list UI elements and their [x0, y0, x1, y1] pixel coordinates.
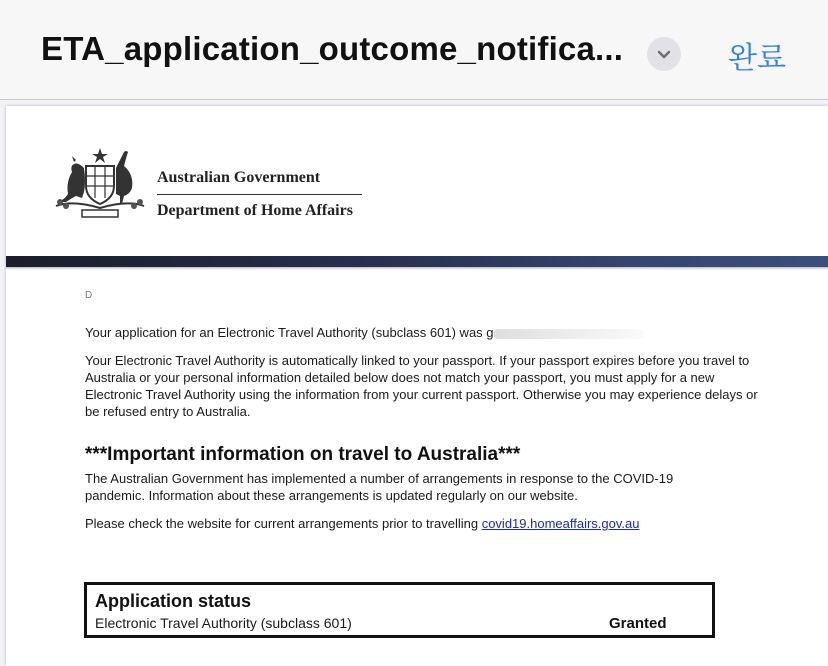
check-website-line [85, 515, 765, 532]
visa-type: Electronic Travel Authority (subclass 601) [95, 615, 352, 631]
pdf-page [6, 106, 828, 666]
document-nav-bar [0, 0, 828, 100]
header-band-shadow [6, 267, 828, 270]
covid-paragraph: The Australian Government has implemented a number of arrangements in response to the COVID-19 pandemic. Information about these arrangements is updated regularly on our website. [85, 471, 674, 503]
title-menu-button[interactable] [647, 37, 681, 71]
government-name: Australian Government [157, 169, 321, 186]
covid-website-link[interactable]: covid19.homeaffairs.gov.au [481, 516, 640, 531]
outcome-text: Your application for an Electronic Travel Authority (subclass 601) was g [85, 325, 494, 340]
check-website-text: Please check the website for current arrangements prior to travelling [85, 516, 482, 531]
letterhead-divider [157, 194, 362, 195]
document-viewer[interactable] [0, 100, 828, 650]
status-badge: Granted [609, 615, 667, 632]
header-band [6, 256, 828, 267]
application-status-box [84, 582, 715, 638]
obscured-text [494, 329, 644, 339]
outcome-line [85, 324, 765, 341]
coat-of-arms-icon [52, 146, 148, 220]
application-status-title: Application status [95, 591, 252, 611]
important-info-heading: ***Important information on travel to Australia*** [85, 444, 521, 465]
department-name: Department of Home Affairs [157, 202, 353, 219]
passport-link-paragraph: Your Electronic Travel Authority is automatically linked to your passport. If your passport expires before you travel to Australia or your personal information detailed below does not match your passport, you must apply for a new Electronic Travel Authority using the information from your current passport. Otherwise you may experience delays or be refused entry to Australia. [85, 353, 758, 419]
done-button[interactable]: 완료 [728, 41, 786, 76]
salutation-fragment: D [85, 290, 93, 301]
chevron-down-icon [656, 46, 672, 62]
document-title: ETA_application_outcome_notifica... [41, 30, 624, 67]
